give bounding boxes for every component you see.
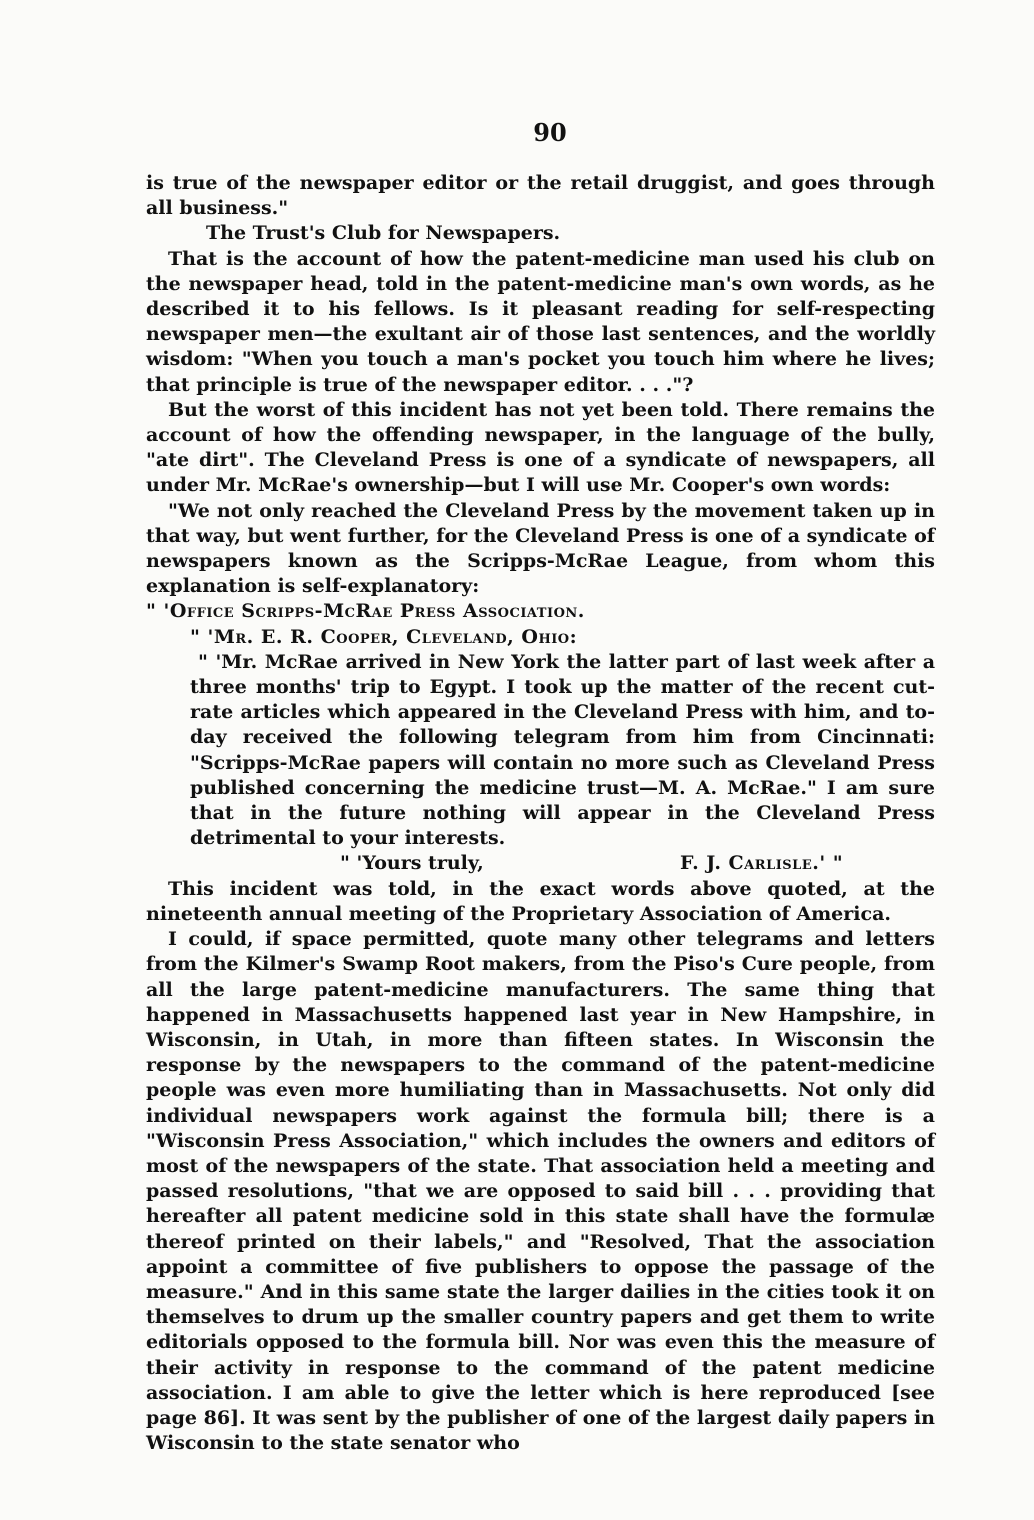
letter-body: " 'Mr. McRae arrived in New York the latter part of last week after a three months' trip to Egypt. I took up the matter of the recent cut-rate articles which appeared in the Cleveland Press with him, and to-day received the following telegram from him from Cincinnati: "Scripps-McRae papers will contain no more such as Cleveland Press published concerning the medicine trust—M. A. McRae." I am sure that in the future nothing will appear in the Cleveland Press detrimental to your interests.: [190, 650, 935, 850]
section-heading: The Trust's Club for Newspapers.: [206, 222, 561, 245]
letter-addressee: " 'Mr. E. R. Cooper, Cleveland, Ohio:: [190, 625, 578, 648]
letter-closing: " 'Yours truly,: [340, 852, 484, 875]
page-number: 90: [533, 118, 567, 147]
letter-signature: F. J. Carlisle.' ": [680, 852, 844, 875]
letter-heading: " 'Office Scripps-McRae Press Association.: [146, 600, 585, 623]
body-text: [146, 171, 935, 1456]
paragraph: That is the account of how the patent-medicine man used his club on the newspaper head, told in the patent-medicine man's own words, as he described it to his fellows. Is it pleasant reading for self-respecting newspaper men—the exultant air of those last sentences, and the worldly wisdom: "When you touch a man's pocket you touch him where he lives; that principle is true of the newspaper editor. . . ."?: [146, 247, 935, 396]
letter-signature-line: [190, 851, 935, 876]
paragraph: This incident was told, in the exact words above quoted, at the nineteenth annual meeting of the Proprietary Association of America.: [146, 877, 935, 925]
paragraph: But the worst of this incident has not yet been told. There remains the account of how the offending newspaper, in the language of the bully, "ate dirt". The Cleveland Press is one of a syndicate of newspapers, all under Mr. McRae's ownership—but I will use Mr. Cooper's own words:: [146, 398, 935, 497]
paragraph-continuation: is true of the newspaper editor or the retail druggist, and goes through all business.": [146, 172, 935, 220]
paragraph: I could, if space permitted, quote many other telegrams and letters from the Kilmer's Swamp Root makers, from the Piso's Cure people, from all the large patent-medicine manufacturers. The same thing that happened in Massachusetts happened last year in New Hampshire, in Wisconsin, in Utah, in more than fifteen states. In Wisconsin the response by the newspapers to the command of the patent-medicine people was even more humiliating than in Massachusetts. Not only did individual newspapers work against the formula bill; there is a "Wisconsin Press Association," which includes the owners and editors of most of the newspapers of the state. That association held a meeting and passed resolutions, "that we are opposed to said bill . . . providing that hereafter all patent medicine sold in this state shall have the formulæ thereof printed on their labels," and "Resolved, That the association appoint a committee of five publishers to oppose the passage of the measure." And in this same state the larger dailies in the cities took it on themselves to drum up the smaller country papers and get them to write editorials opposed to the formula bill. Nor was even this the measure of their activity in response to the command of the patent medicine association. I am able to give the letter which is here reproduced [see page 86]. It was sent by the publisher of one of the largest daily papers in Wisconsin to the state senator who: [146, 928, 935, 1455]
quoted-paragraph: "We not only reached the Cleveland Press by the movement taken up in that way, but went further, for the Cleveland Press is one of a syndicate of newspapers known as the Scripps-McRae League, from whom this explanation is self-explanatory:: [146, 499, 935, 598]
